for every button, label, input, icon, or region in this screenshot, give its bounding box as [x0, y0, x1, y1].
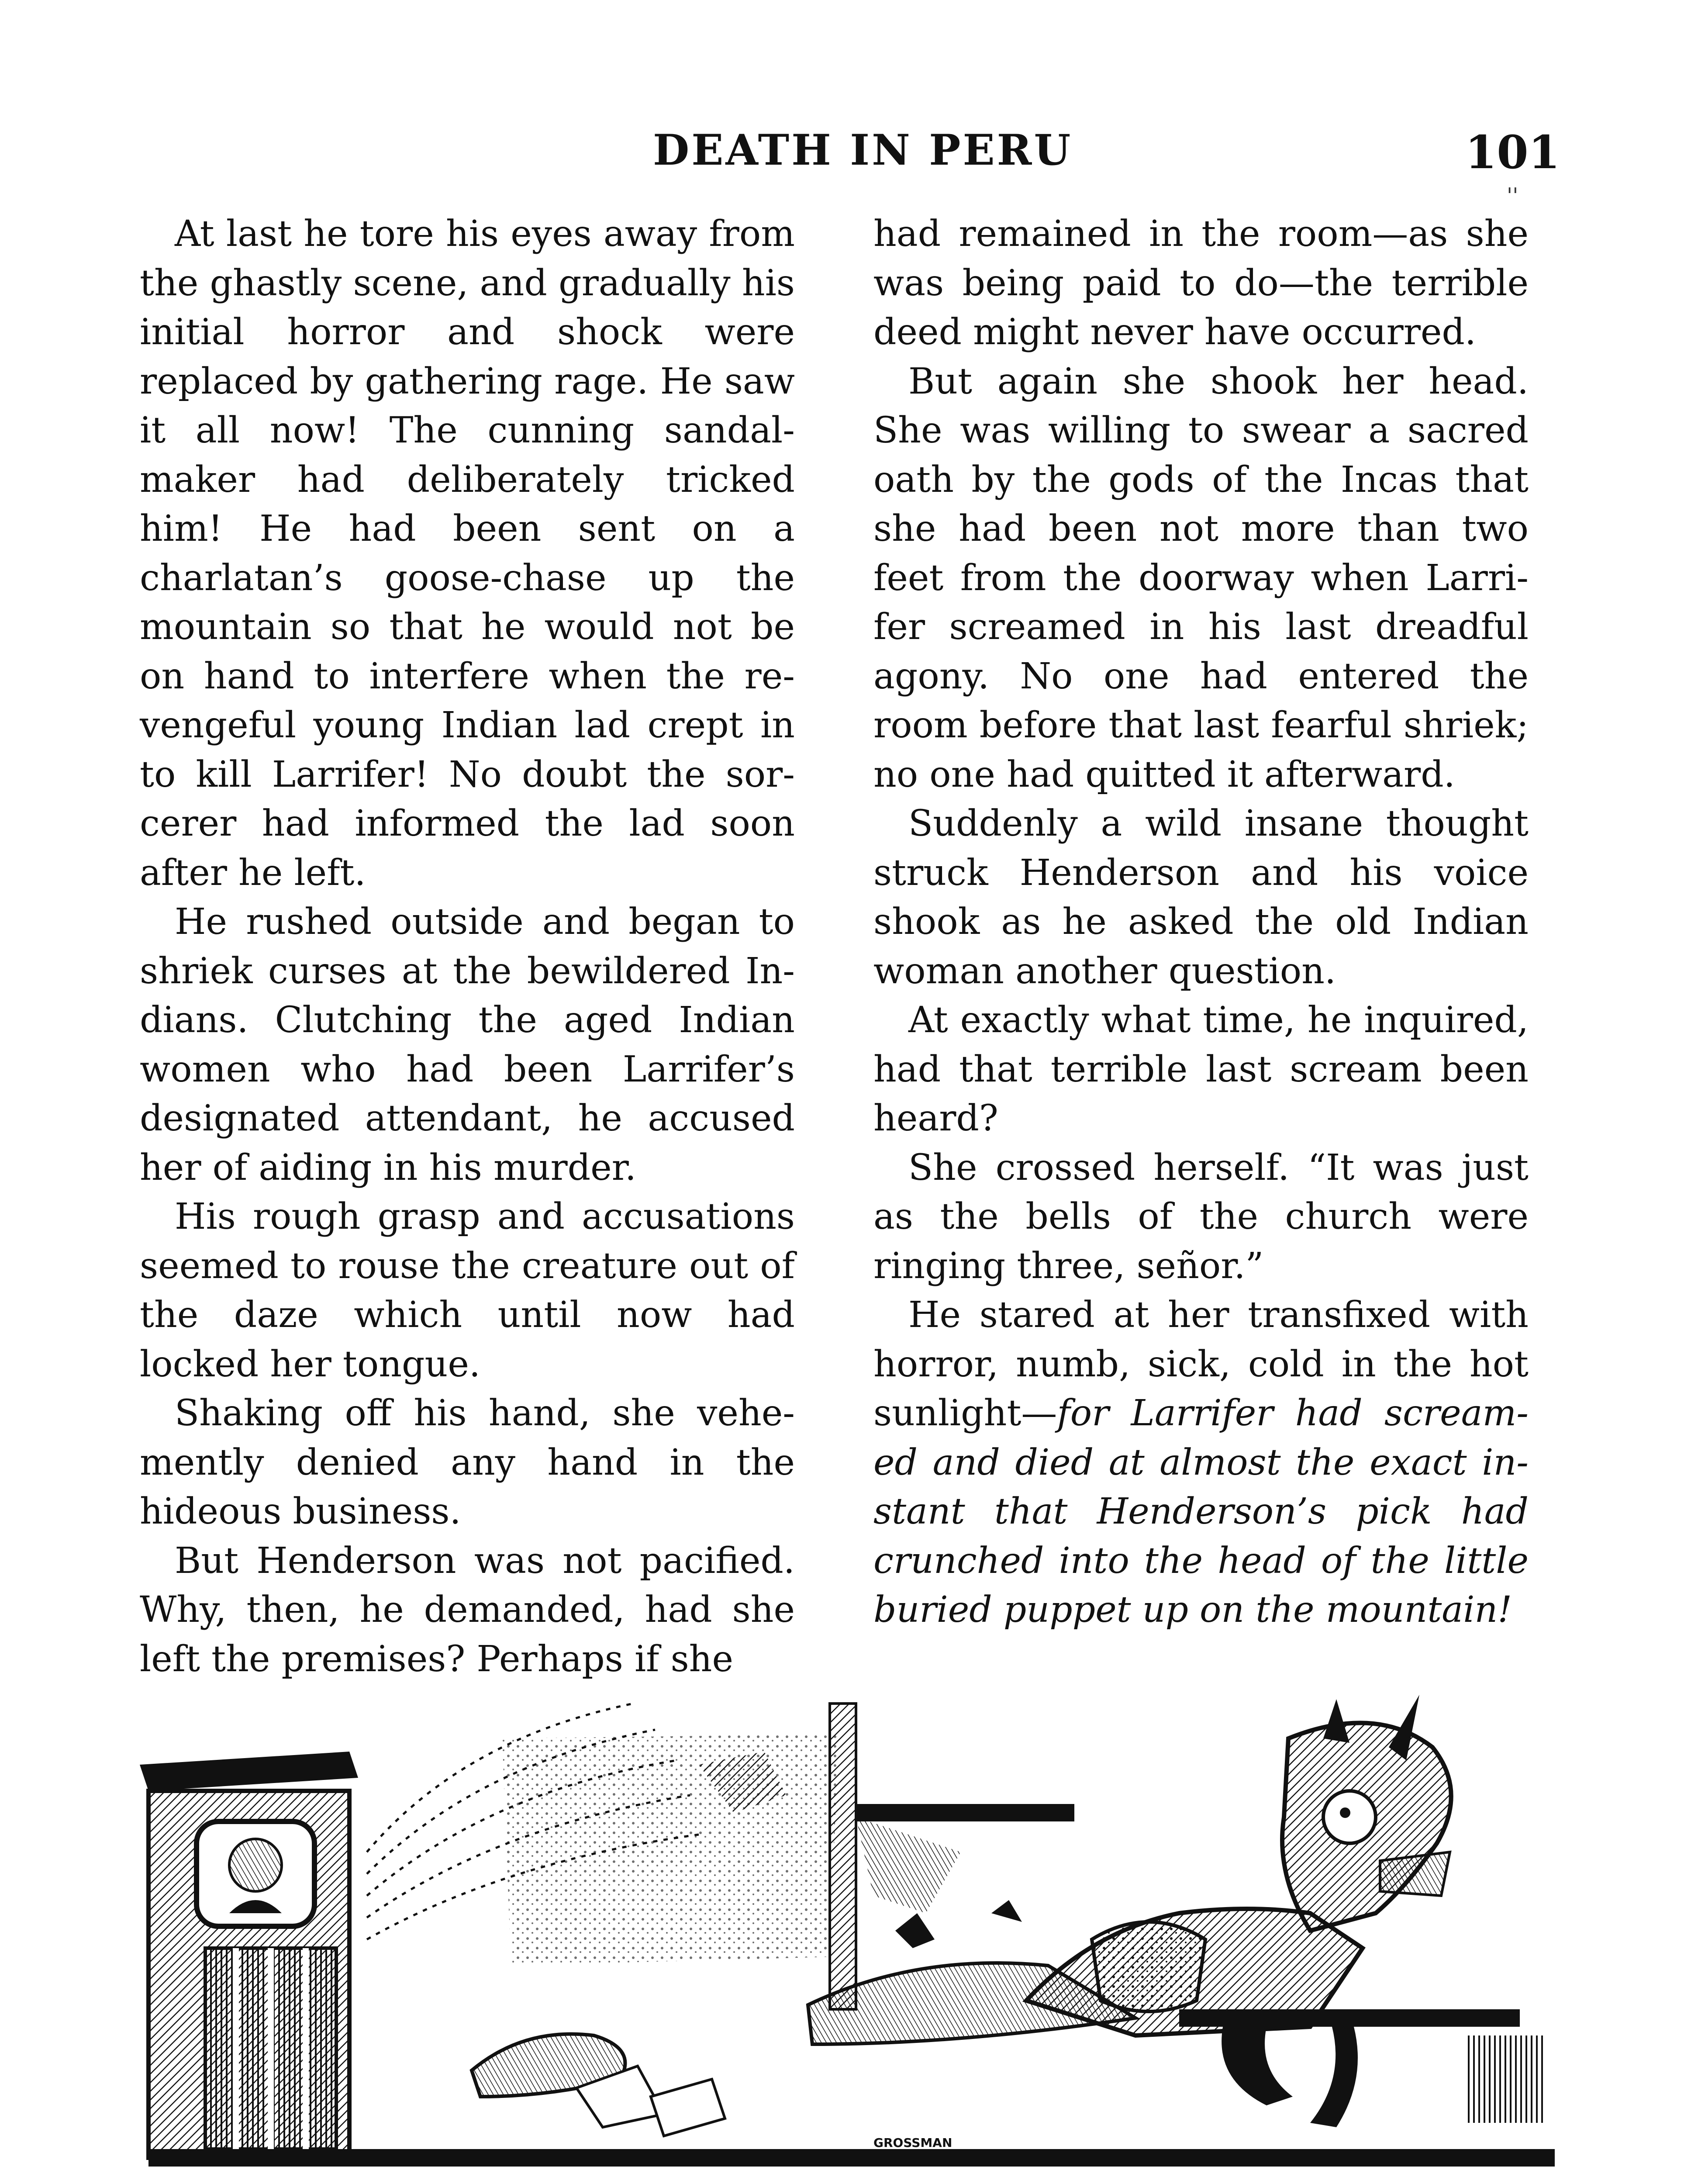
- paragraph: At last he tore his eyes away from the ghastly scene, and gradually his initial horror and shock were replaced by gathering rage. He saw it all now! The cunning sandal-maker had deliberately tricked him! He had been sent on a charlatan’s goose-chase up the mountain so that he would not be on hand to interfere when the revengeful young Indian lad crept in to kill Larrifer! No doubt the sorcerer had informed the lad soon after he left.: [140, 213, 795, 894]
- paragraph: Shaking off his hand, she vehemently denied any hand in the hideous business.: [140, 1393, 795, 1532]
- illustration-radio-room-scene: [131, 1686, 1572, 2175]
- paragraph: His rough grasp and accusations seemed to rouse the creature out of the daze which until now had locked her tongue.: [140, 1196, 795, 1385]
- basket-and-debris: [472, 2034, 725, 2136]
- paragraph: At exactly what time, he inquired, had that terrible last scream been heard?: [873, 999, 1529, 1139]
- left-column: [140, 210, 795, 1684]
- running-title: DEATH IN PERU: [653, 125, 1073, 175]
- radio-cabinet: [140, 1752, 358, 2158]
- paragraph: But again she shook her head. She was willing to swear a sacred oath by the gods of the Incas that she had been not more than two feet from the doorway when Larrifer screamed in his last dreadful agony. No one had entered the room before that last fearful shriek; no one had quitted it afterward.: [873, 360, 1529, 795]
- final-plain-text: He stared at her transfixed with horror, numb, sick, cold in the hot sunlight—: [873, 1294, 1529, 1434]
- demon-figure: [1282, 1695, 1451, 1931]
- paragraph-continued: had remained in the room—as she was being paid to do—the terrible deed might never have occurred.: [873, 213, 1529, 353]
- stray-mark: '': [1507, 183, 1518, 208]
- final-italic-text: for Larrifer had screamed and died at almost the exact instant that Henderson’s pick had crunched into the head of the little buried puppet up on the mountain!: [873, 1393, 1529, 1631]
- paragraph: He rushed outside and began to shriek curses at the bewildered Indians. Clutching the aged Indian women who had been Larrifer’s designated attendant, he accused her of aiding in his murder.: [140, 901, 795, 1189]
- right-column: [873, 210, 1529, 1635]
- paragraph: But Henderson was not pacified. Why, then, he demanded, had she left the premises? Perhaps if she: [140, 1540, 795, 1680]
- page-number: 101: [1465, 125, 1560, 179]
- paragraph: Suddenly a wild insane thought struck Henderson and his voice shook as he asked the old Indian woman another question.: [873, 803, 1529, 992]
- paragraph: She crossed herself. “It was just as the bells of the church were ringing three, señor.”: [873, 1147, 1529, 1287]
- floor: [148, 2149, 1555, 2167]
- artist-signature: GROSSMAN: [873, 2136, 952, 2150]
- final-paragraph: [873, 1291, 1529, 1635]
